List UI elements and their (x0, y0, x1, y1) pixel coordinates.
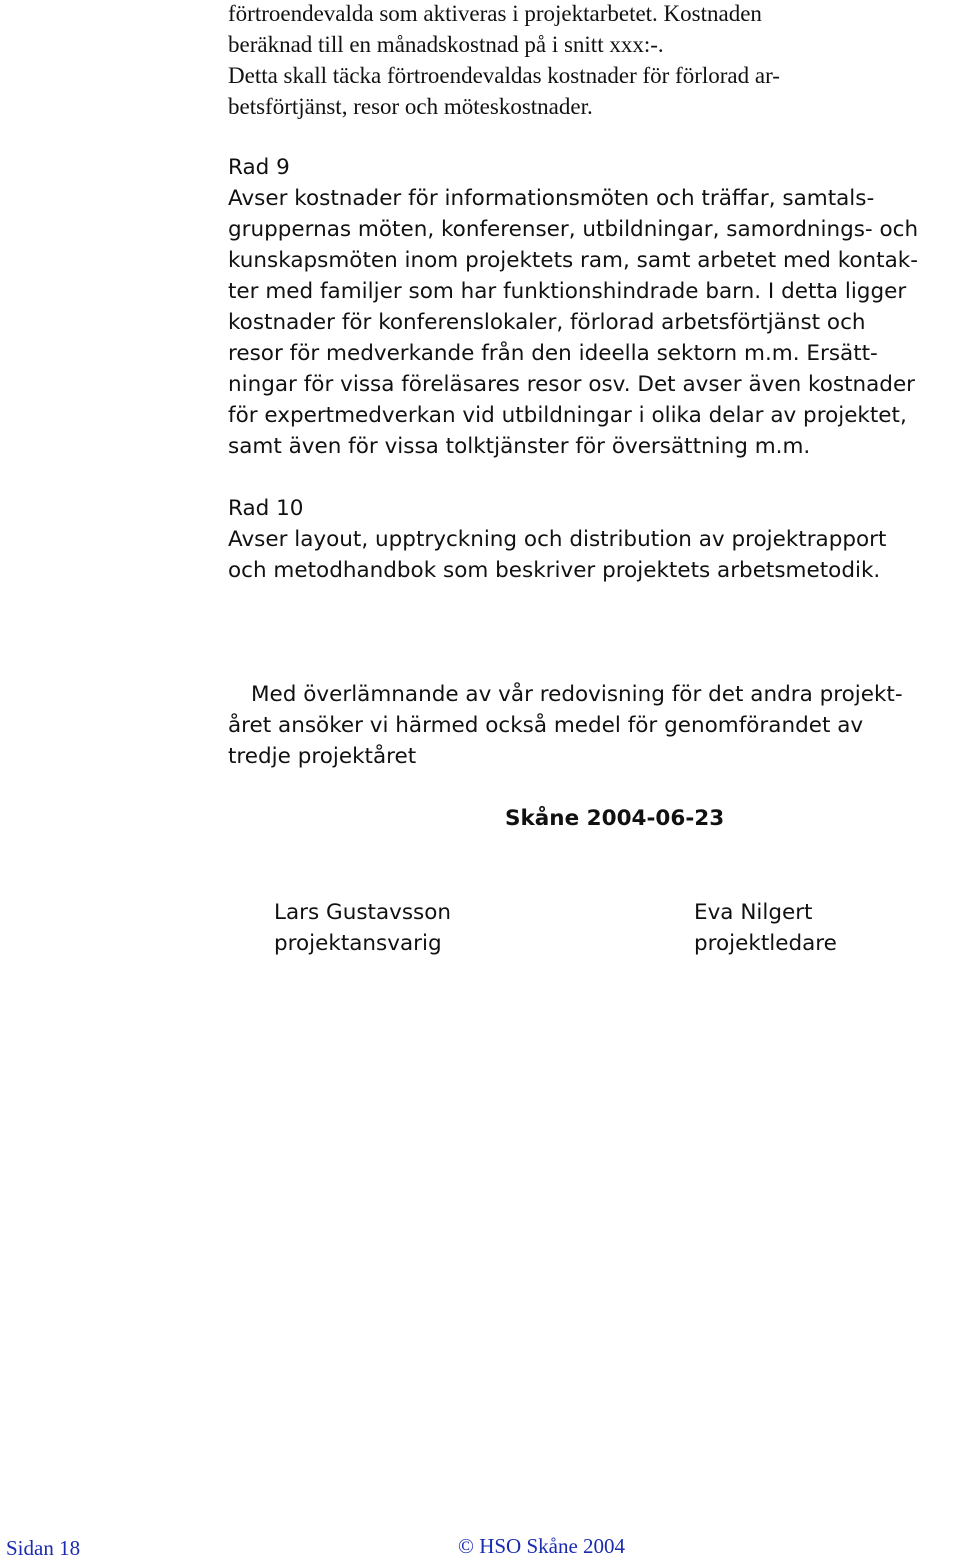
closing-line: året ansöker vi härmed också medel för genomförandet av (228, 713, 864, 738)
signatory-role: projektledare (694, 931, 837, 956)
rad9-line: ningar för vissa föreläsares resor osv. Det avser även kostnader (228, 372, 916, 397)
rad9-line: Avser kostnader för informationsmöten och träffar, samtals- (228, 186, 875, 211)
place-date: Skåne 2004-06-23 (505, 806, 725, 831)
signatory-name: Eva Nilgert (694, 900, 813, 925)
closing-line: Med överlämnande av vår redovisning för det andra projekt- (251, 682, 903, 707)
rad9-line: resor för medverkande från den ideella sektorn m.m. Ersätt- (228, 341, 878, 366)
rad9-line: kostnader för konferenslokaler, förlorad arbetsförtjänst och (228, 310, 866, 335)
rad10-heading: Rad 10 (228, 496, 304, 521)
intro-line: betsförtjänst, resor och möteskostnader. (228, 94, 593, 119)
rad9-line: samt även för vissa tolktjänster för översättning m.m. (228, 434, 811, 459)
intro-line: förtroendevalda som aktiveras i projektarbetet. Kostnaden (228, 1, 762, 26)
rad9-heading: Rad 9 (228, 155, 290, 180)
rad10-line: och metodhandbok som beskriver projektets arbetsmetodik. (228, 558, 881, 583)
rad9-line: för expertmedverkan vid utbildningar i olika delar av projektet, (228, 403, 907, 428)
closing-line: tredje projektåret (228, 744, 417, 769)
intro-line: beräknad till en månadskostnad på i snitt xxx:-. (228, 32, 664, 57)
rad9-line: kunskapsmöten inom projektets ram, samt arbetet med kontak- (228, 248, 918, 273)
rad10-line: Avser layout, upptryckning och distribution av projektrapport (228, 527, 887, 552)
copyright-notice: © HSO Skåne 2004 (458, 1534, 626, 1558)
rad9-line: gruppernas möten, konferenser, utbildningar, samordnings- och (228, 217, 919, 242)
signatory-role: projektansvarig (274, 931, 442, 956)
intro-line: Detta skall täcka förtroendevaldas kostnader för förlorad ar- (228, 63, 780, 88)
signatory-name: Lars Gustavsson (274, 900, 452, 925)
page-number: Sidan 18 (6, 1536, 81, 1560)
rad9-line: ter med familjer som har funktionshindrade barn. I detta ligger (228, 279, 907, 304)
